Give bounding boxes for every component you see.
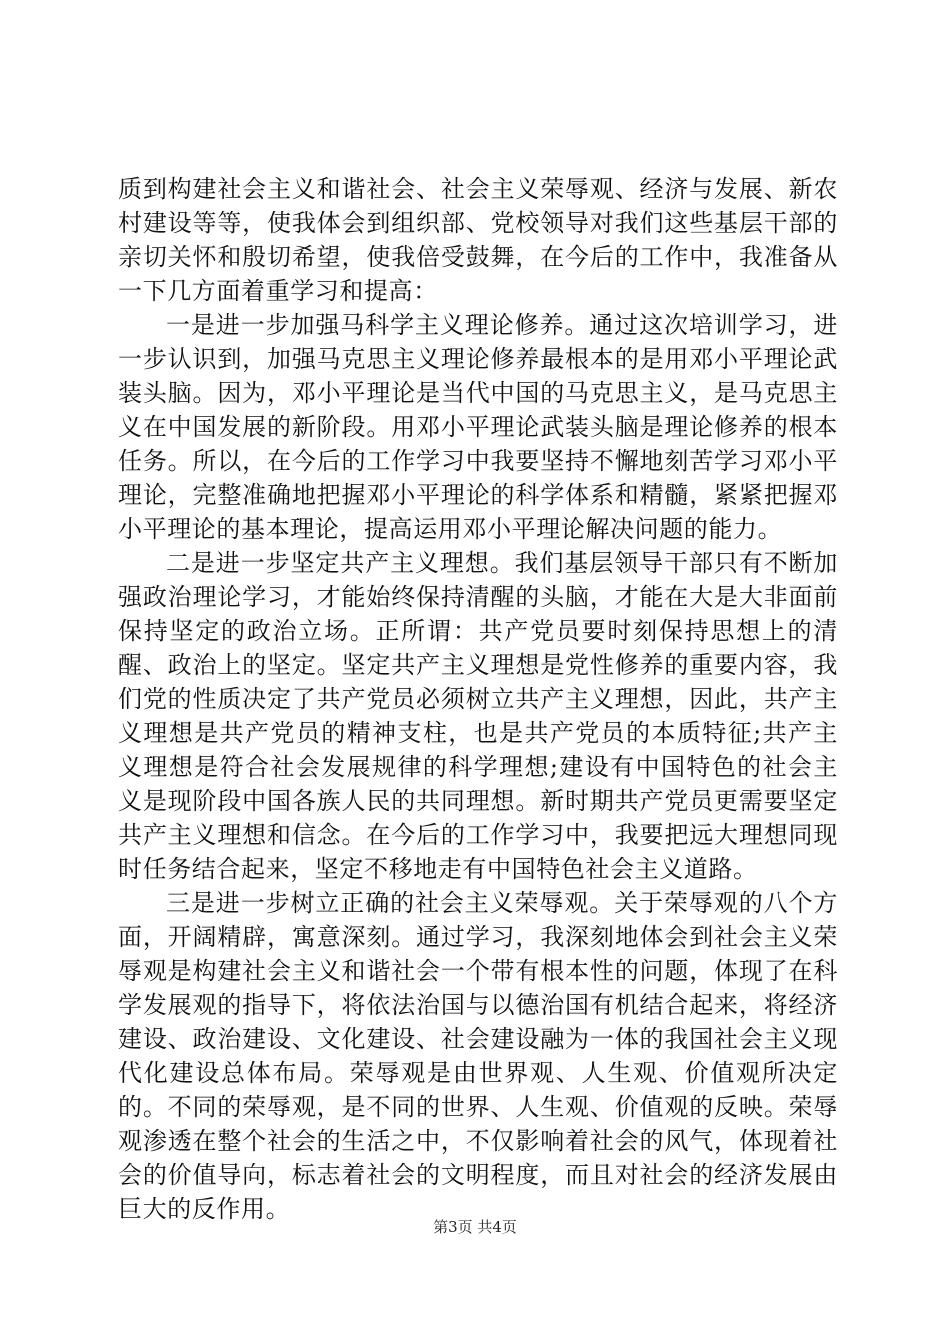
- body-text: [118, 172, 838, 1226]
- paragraph-honor-disgrace-view: 三是进一步树立正确的社会主义荣辱观。关于荣辱观的八个方面，开阔精辟，寓意深刻。通过学习，我深刻地体会到社会主义荣辱观是构建社会主义和谐社会一个带有根本性的问题，体现了在科学发展观的指导下，将依法治国与以德治国有机结合起来，将经济建设、政治建设、文化建设、社会建设融为一体的我国社会主义现代化建设总体布局。荣辱观是由世界观、人生观、价值观所决定的。不同的荣辱观，是不同的世界、人生观、价值观的反映。荣辱观渗透在整个社会的生活之中，不仅影响着社会的风气，体现着社会的价值导向，标志着社会的文明程度，而且对社会的经济发展由巨大的反作用。: [118, 889, 838, 1223]
- page-number-footer: 第3页 共4页: [433, 1218, 517, 1236]
- paragraph-communist-ideal: 二是进一步坚定共产主义理想。我们基层领导干部只有不断加强政治理论学习，才能始终保持清醒的头脑，才能在大是大非面前保持坚定的政治立场。正所谓：共产党员要时刻保持思想上的清醒、政治上的坚定。坚定共产主义理想是党性修养的重要内容，我们党的性质决定了共产党员必须树立共产主义理想，因此，共产主义理想是共产党员的精神支柱，也是共产党员的本质特征;共产主义理想是符合社会发展规律的科学理想;建设有中国特色的社会主义是现阶段中国各族人民的共同理想。新时期共产党员更需要坚定共产主义理想和信念。在今后的工作学习中，我要把远大理想同现时任务结合起来，坚定不移地走有中国特色社会主义道路。: [118, 549, 838, 883]
- paragraph-theory-cultivation: 一是进一步加强马科学主义理论修养。通过这次培训学习，进一步认识到，加强马克思主义理论修养最根本的是用邓小平理论武装头脑。因为，邓小平理论是当代中国的马克思主义，是马克思主义在中国发展的新阶段。用邓小平理论武装头脑是理论修养的根本任务。所以，在今后的工作学习中我要坚持不懈地刻苦学习邓小平理论，完整准确地把握邓小平理论的科学体系和精髓，紧紧把握邓小平理论的基本理论，提高运用邓小平理论解决问题的能力。: [118, 311, 838, 543]
- paragraph-continuation: 质到构建社会主义和谐社会、社会主义荣辱观、经济与发展、新农村建设等等，使我体会到组织部、党校领导对我们这些基层干部的亲切关怀和殷切希望，使我倍受鼓舞，在今后的工作中，我准备从一下几方面着重学习和提高：: [118, 175, 838, 305]
